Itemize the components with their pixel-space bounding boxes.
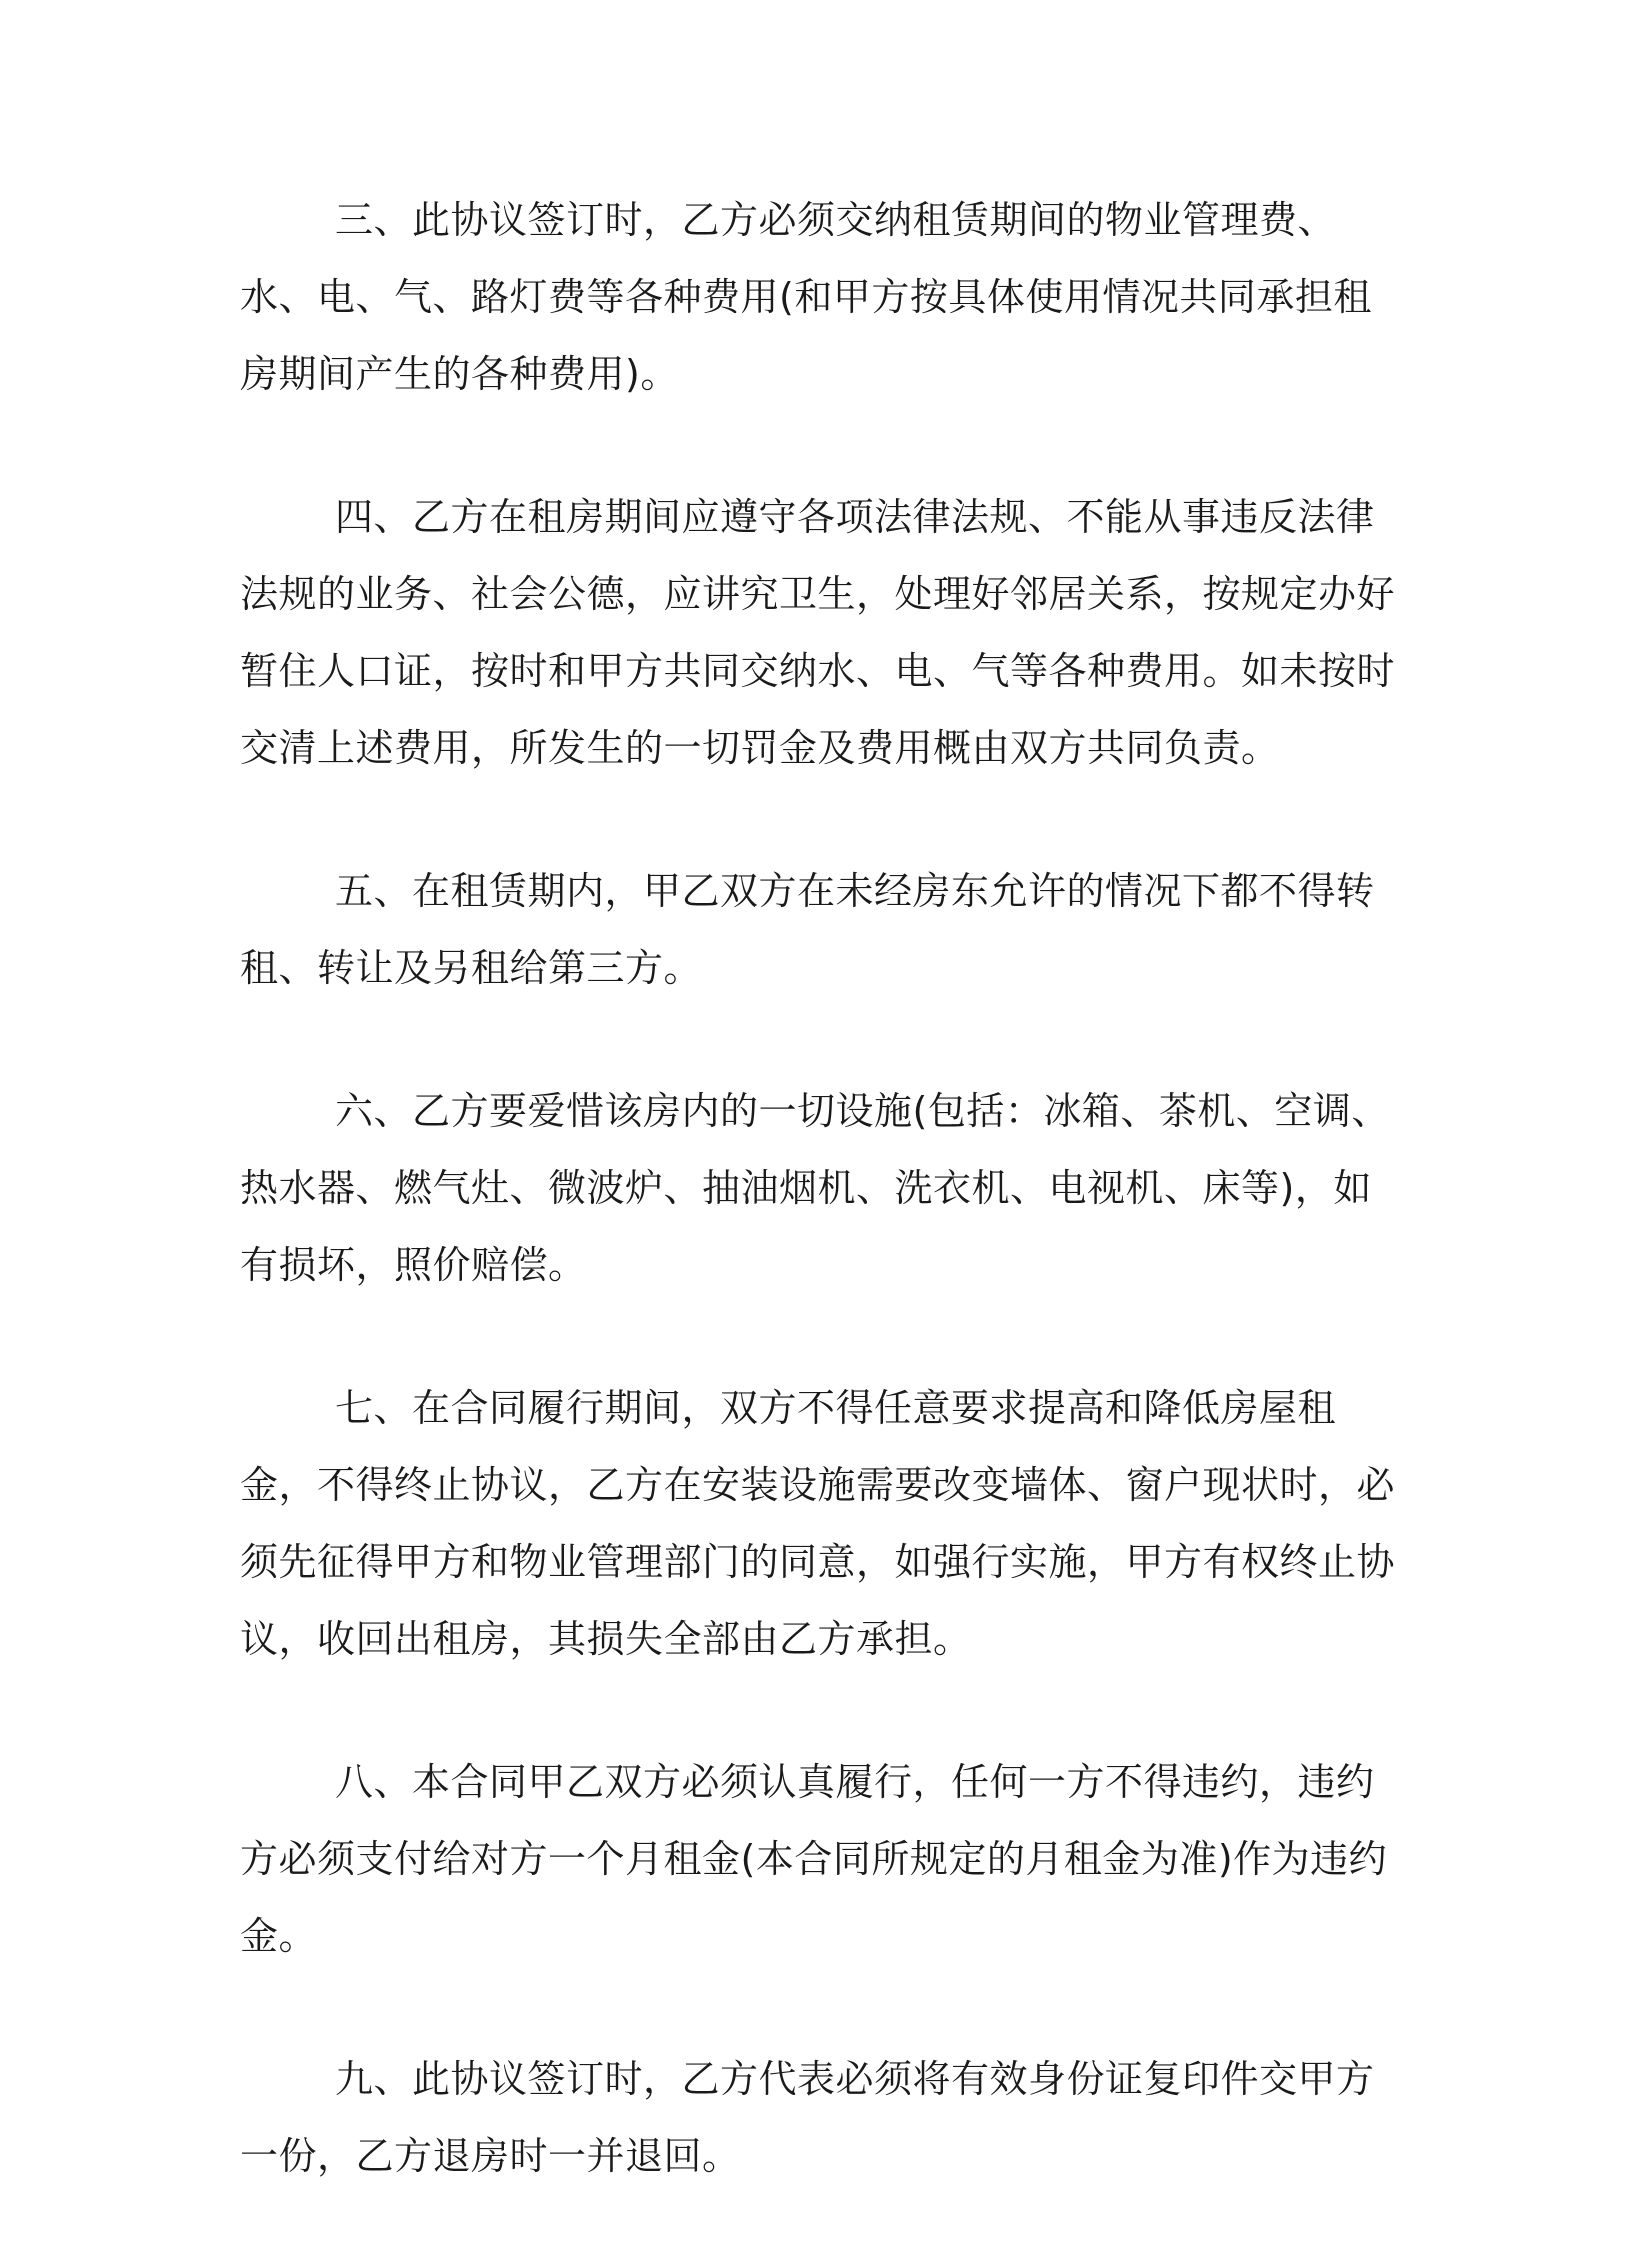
clause-6-paragraph: 六、乙方要爱惜该房内的一切设施(包括：冰箱、茶机、空调、热水器、燃气灶、微波炉、抽油烟机、洗衣机、电视机、床等)，如有损坏，照价赔偿。 <box>240 1089 1390 1287</box>
clause-7-paragraph: 七、在合同履行期间，双方不得任意要求提高和降低房屋租金，不得终止协议，乙方在安装设施需要改变墙体、窗户现状时，必须先征得甲方和物业管理部门的同意，如强行实施，甲方有权终止协议，收回出租房，其损失全部由乙方承担。 <box>240 1386 1396 1661</box>
clause-9-paragraph: 九、此协议签订时，乙方代表必须将有效身份证复印件交甲方一份，乙方退房时一并退回。 <box>240 2057 1375 2178</box>
clause-3-paragraph: 三、此协议签订时，乙方必须交纳租赁期间的物业管理费、水、电、气、路灯费等各种费用(和甲方按具体使用情况共同承担租房期间产生的各种费用)。 <box>240 198 1372 396</box>
clause-5-paragraph: 五、在租赁期内，甲乙双方在未经房东允许的情况下都不得转租、转让及另租给第三方。 <box>240 869 1375 990</box>
document-body <box>240 182 1400 2261</box>
clause-4-paragraph: 四、乙方在租房期间应遵守各项法律法规、不能从事违反法律法规的业务、社会公德，应讲究卫生，处理好邻居关系，按规定办好暂住人口证，按时和甲方共同交纳水、电、气等各种费用。如未按时交清上述费用，所发生的一切罚金及费用概由双方共同负责。 <box>240 495 1396 770</box>
clause-8-paragraph: 八、本合同甲乙双方必须认真履行，任何一方不得违约，违约方必须支付给对方一个月租金(本合同所规定的月租金为准)作为违约金。 <box>240 1760 1388 1958</box>
